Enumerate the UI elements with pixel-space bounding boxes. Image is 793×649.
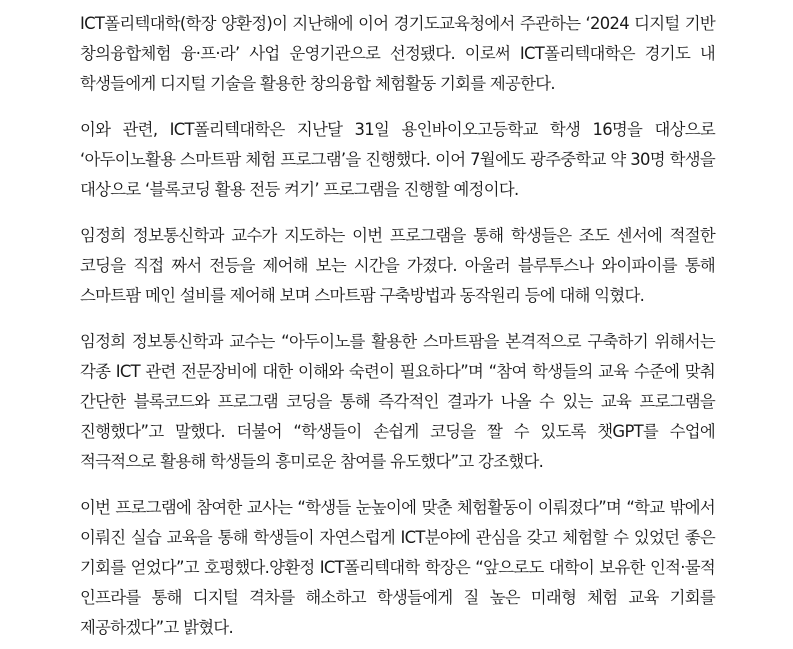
- article-body: [80, 9, 715, 643]
- paragraph-3: 임정희 정보통신학과 교수가 지도하는 이번 프로그램을 통해 학생들은 조도 센서에 적절한 코딩을 직접 짜서 전등을 제어해 보는 시간을 가졌다. 아울러 블루투스나 와이파이를 통해 스마트팜 메인 설비를 제어해 보며 스마트팜 구축방법과 동작원리 등에 대해 익혔다.: [80, 226, 715, 305]
- paragraph-4: 임정희 정보통신학과 교수는 “아두이노를 활용한 스마트팜을 본격적으로 구축하기 위해서는 각종 ICT 관련 전문장비에 대한 이해와 숙련이 필요하다”며 “참여 학생들의 교육 수준에 맞춰 간단한 블록코드와 프로그램 코딩을 통해 즉각적인 결과가 나올 수 있는 교육 프로그램을 진행했다”고 말했다. 더불어 “학생들이 손쉽게 코딩을 짤 수 있도록 챗GPT를 수업에 적극적으로 활용해 학생들의 흥미로운 참여를 유도했다”고 강조했다.: [80, 332, 715, 471]
- paragraph-5: 이번 프로그램에 참여한 교사는 “학생들 눈높이에 맞춘 체험활동이 이뤄졌다”며 “학교 밖에서 이뤄진 실습 교육을 통해 학생들이 자연스럽게 ICT분야에 관심을 갖고 체험할 수 있었던 좋은 기회를 얻었다”고 호평했다.양환정 ICT폴리텍대학 학장은 “앞으로도 대학이 보유한 인적·물적 인프라를 통해 디지털 격차를 해소하고 학생들에게 질 높은 미래형 체험 교육 기회를 제공하겠다”고 밝혔다.: [80, 498, 715, 637]
- paragraph-1: ICT폴리텍대학(학장 양환정)이 지난해에 이어 경기도교육청에서 주관하는 ‘2024 디지털 기반 창의융합체험 융·프·라’ 사업 운영기관으로 선정됐다. 이로써 ICT폴리텍대학은 경기도 내 학생들에게 디지털 기술을 활용한 창의융합 체험활동 기회를 제공한다.: [80, 14, 715, 93]
- paragraph-2: 이와 관련, ICT폴리텍대학은 지난달 31일 용인바이오고등학교 학생 16명을 대상으로 ‘아두이노활용 스마트팜 체험 프로그램’을 진행했다. 이어 7월에도 광주중학교 약 30명 학생을 대상으로 ‘블록코딩 활용 전등 켜기’ 프로그램을 진행할 예정이다.: [80, 120, 715, 199]
